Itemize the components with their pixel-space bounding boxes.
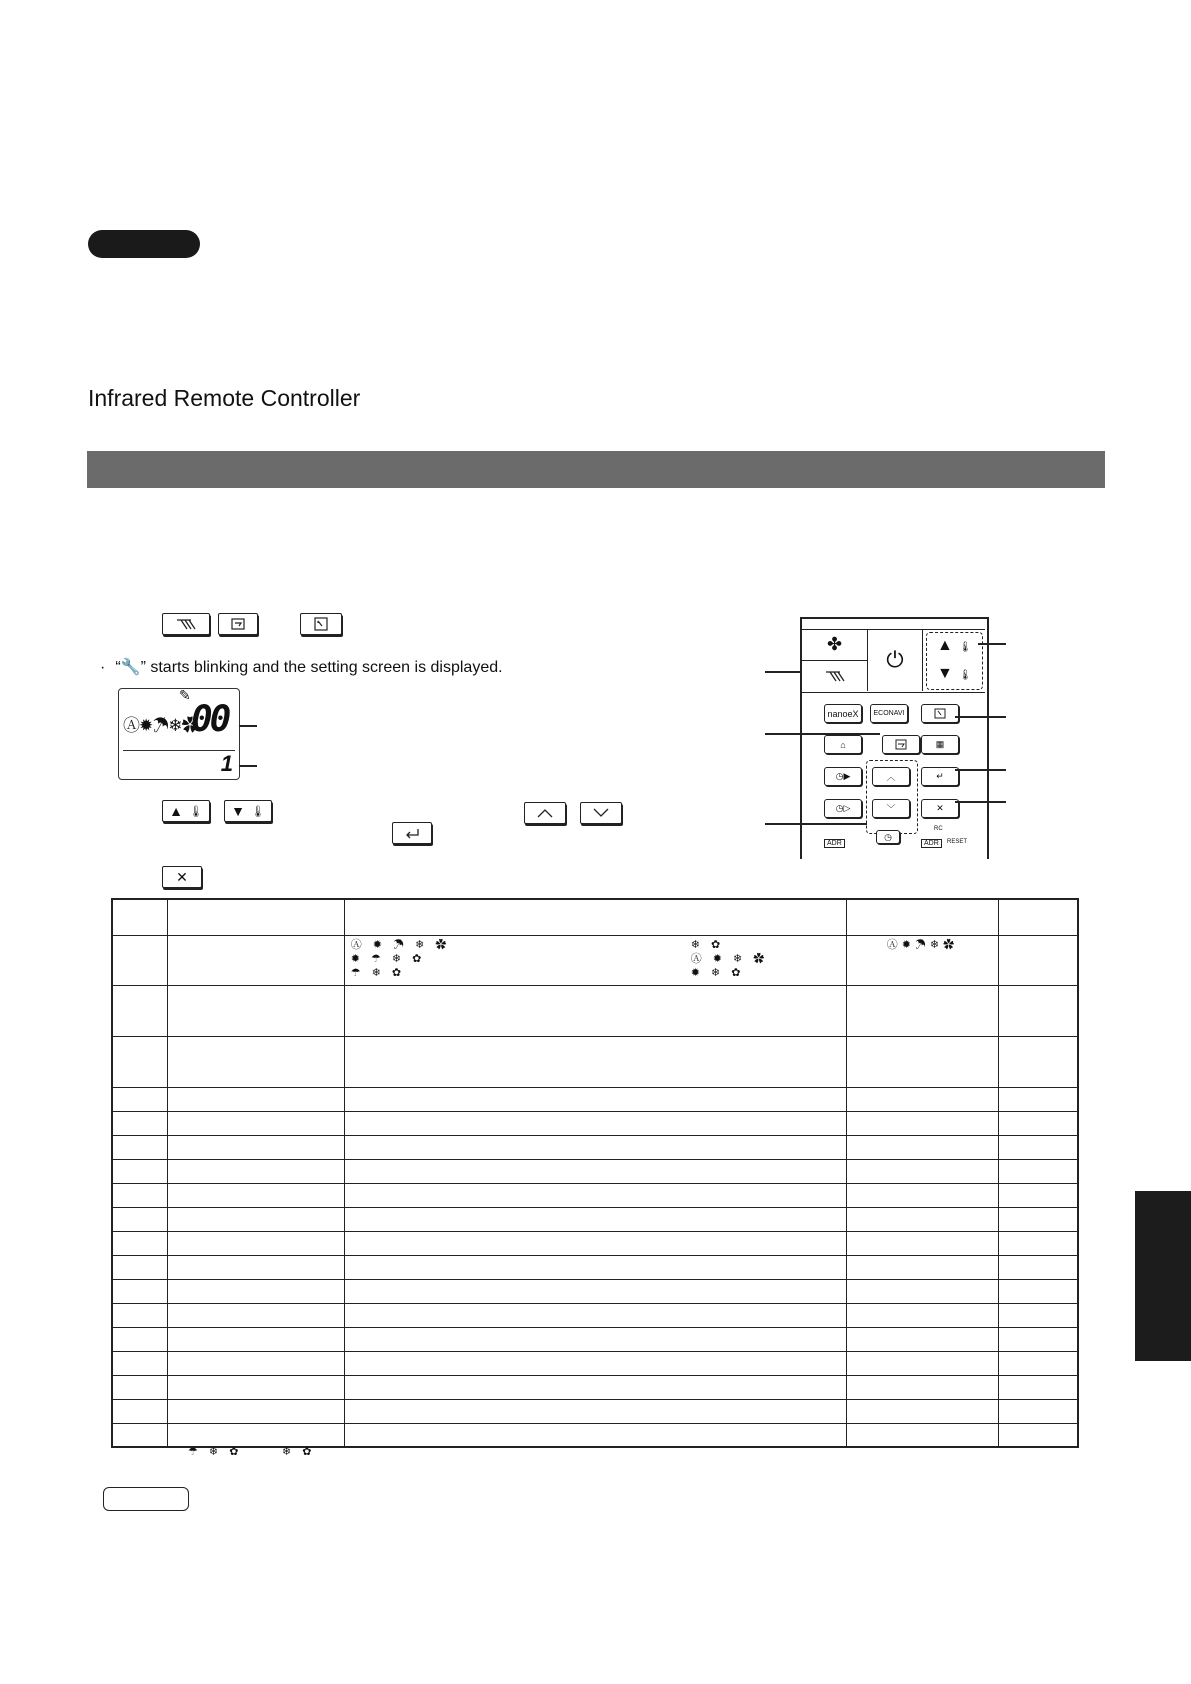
- power-button[interactable]: [868, 629, 923, 691]
- remote-filter-button[interactable]: [882, 735, 920, 754]
- econavi-button[interactable]: ECONAVI: [870, 704, 908, 723]
- symbol-line: ✹ ☂ ❄ ✿: [350, 952, 426, 965]
- table-header-row: [112, 899, 1078, 935]
- callout-swing: [765, 671, 801, 673]
- lcd-display: [118, 688, 240, 780]
- enter-button[interactable]: [392, 822, 432, 844]
- remote-setting-button[interactable]: [921, 704, 959, 723]
- remote-temp-up-button[interactable]: ▲ 🌡: [937, 637, 972, 654]
- enter-icon: [403, 827, 421, 839]
- callout-filter: [765, 733, 880, 735]
- temp-down-button[interactable]: [224, 800, 272, 822]
- grid-button[interactable]: [921, 735, 959, 754]
- lcd-code-leader: [239, 725, 257, 727]
- cancel-button[interactable]: [162, 866, 202, 888]
- chevron-up-icon: [535, 807, 555, 819]
- table-row: [112, 1423, 1078, 1447]
- footnote-symbols-b: ❄ ✿: [282, 1446, 316, 1458]
- triangle-up-icon: ▲: [169, 803, 183, 819]
- reset-label: RESET: [947, 839, 968, 845]
- table-row: [112, 1111, 1078, 1135]
- remote-down-button[interactable]: [872, 799, 910, 818]
- timer-off-icon: ◷▷: [835, 803, 851, 813]
- remote-cancel-button[interactable]: [921, 799, 959, 818]
- power-icon: ⏻: [886, 647, 904, 672]
- symbol-line: Ⓐ ✹ ❄ ✿: [690, 952, 769, 965]
- callout-arrows: [765, 823, 867, 825]
- adr-label-left: ADR: [824, 839, 845, 848]
- note-outline-pill: [103, 1487, 189, 1511]
- callout-enter: [955, 769, 1006, 771]
- lcd-unit-leader: [239, 765, 257, 767]
- setting-icon: [313, 617, 329, 631]
- setting-icon: [934, 708, 946, 719]
- filter-icon: [230, 617, 246, 631]
- setting-button[interactable]: [300, 613, 342, 635]
- symbol-cell: [351, 938, 840, 980]
- adr-label-right: ADR: [921, 839, 942, 848]
- temp-up-button[interactable]: [162, 800, 210, 822]
- swing-icon: [175, 617, 197, 631]
- instruction-text: starts blinking and the setting screen is displayed.: [150, 659, 503, 676]
- timer-off-button[interactable]: [824, 799, 862, 818]
- up-arrow-button[interactable]: [524, 802, 566, 824]
- symbol-line: ✹ ❄ ✿: [690, 966, 745, 979]
- triangle-down-icon: ▼: [231, 803, 245, 819]
- table-row: [112, 1279, 1078, 1303]
- thermometer-icon: 🌡: [188, 805, 203, 818]
- instruction-line: [100, 657, 503, 677]
- lcd-unit: 1: [220, 751, 233, 776]
- symbol-line: ❄ ✿: [690, 938, 725, 951]
- swing-button[interactable]: [162, 613, 210, 635]
- remote-swing-button[interactable]: [802, 660, 868, 691]
- lcd-code: 00: [191, 699, 229, 740]
- settings-table: [111, 898, 1079, 1448]
- timer-on-button[interactable]: [824, 767, 862, 786]
- note-pill: [88, 230, 200, 258]
- bullet: ·: [100, 659, 106, 676]
- close-icon: ✕: [176, 868, 188, 885]
- table-row: [112, 1327, 1078, 1351]
- clock-icon: ◷: [884, 831, 892, 842]
- temp-button-group: [926, 632, 983, 690]
- table-row: [112, 1351, 1078, 1375]
- remote-temp-down-button[interactable]: ▼ 🌡: [937, 665, 972, 682]
- timer-on-icon: ◷▶: [835, 771, 851, 781]
- home-icon: ⌂: [840, 739, 846, 750]
- lcd-mode-icons: Ⓐ✹☂❄✿: [123, 716, 198, 735]
- filter-button[interactable]: [218, 613, 258, 635]
- remote-up-button[interactable]: [872, 767, 910, 786]
- remote-enter-button[interactable]: [921, 767, 959, 786]
- table-row: [112, 1303, 1078, 1327]
- table-row: [112, 985, 1078, 1036]
- grid-icon: ▦: [935, 739, 945, 749]
- thermometer-icon: 🌡: [250, 805, 265, 818]
- swing-icon: [824, 669, 846, 683]
- callout-temp: [978, 643, 1006, 645]
- callout-setting: [955, 716, 1006, 718]
- table-row: [112, 1231, 1078, 1255]
- table-row: [112, 935, 1078, 985]
- enter-icon: ↵: [936, 771, 944, 781]
- symbol-line: Ⓐ✹☂❄✿: [886, 938, 959, 951]
- table-row: [112, 1135, 1078, 1159]
- table-row: [112, 1255, 1078, 1279]
- wrench-icon: ✎: [179, 687, 191, 703]
- wrench-glyph: “🔧”: [115, 659, 146, 676]
- down-arrow-button[interactable]: [580, 802, 622, 824]
- chevron-down-icon: [591, 807, 611, 819]
- home-button[interactable]: [824, 735, 862, 754]
- table-row: [112, 1207, 1078, 1231]
- section-heading: Infrared Remote Controller: [88, 385, 361, 411]
- section-bar: [87, 451, 1105, 488]
- filter-icon: [895, 739, 907, 750]
- table-row: [112, 1399, 1078, 1423]
- footnote-symbols-a: ☂ ❄ ✿: [188, 1446, 243, 1458]
- clock-button[interactable]: [876, 830, 900, 844]
- table-row: [112, 1183, 1078, 1207]
- fan-icon: ✤: [826, 634, 843, 654]
- chapter-side-tab: [1135, 1191, 1191, 1361]
- rc-label: RC: [934, 826, 943, 832]
- table-row: [112, 1036, 1078, 1087]
- fan-speed-button[interactable]: [802, 629, 868, 661]
- chevron-down-icon: ﹀: [886, 804, 896, 814]
- chevron-up-icon: ︿: [886, 772, 896, 782]
- close-icon: ✕: [936, 803, 944, 813]
- symbol-line: Ⓐ ✹ ☂ ❄ ✿: [350, 938, 451, 951]
- lcd-separator: [123, 750, 235, 751]
- table-row: [112, 1087, 1078, 1111]
- nanoe-button[interactable]: nanoeX: [824, 704, 862, 723]
- table-row: [112, 1159, 1078, 1183]
- symbol-line: ☂ ❄ ✿: [350, 966, 406, 979]
- table-row: [112, 1375, 1078, 1399]
- callout-cancel: [955, 801, 1006, 803]
